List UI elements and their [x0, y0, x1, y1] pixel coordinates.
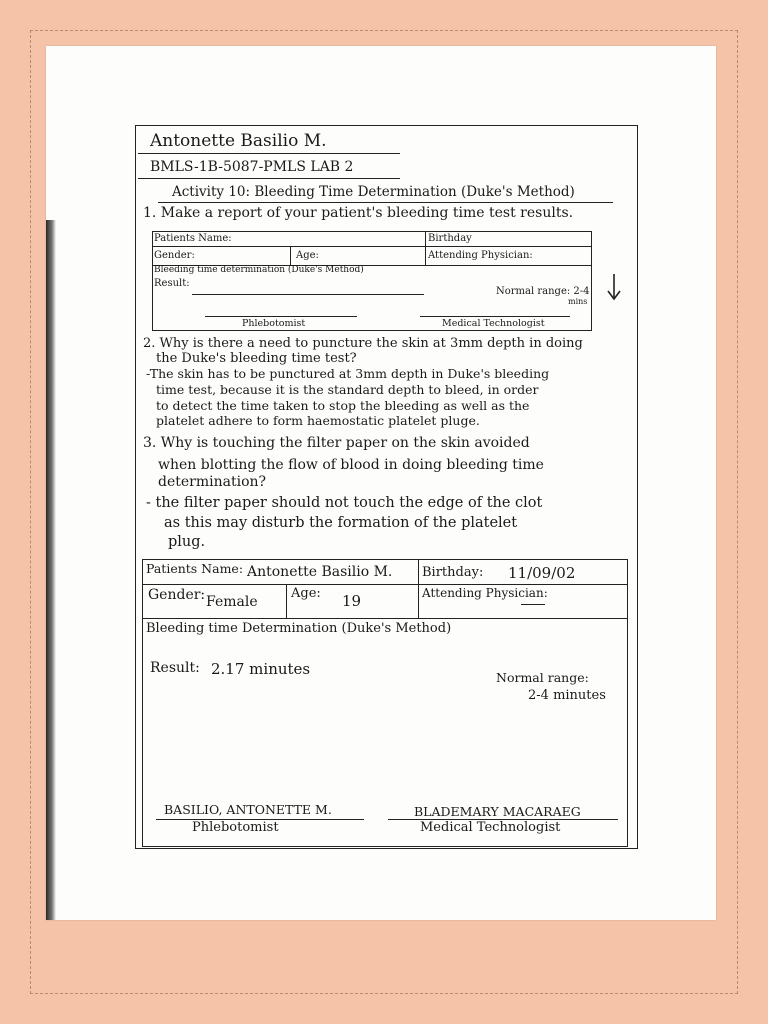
question-3-line-1: 3. Why is touching the filter paper on the skin avoided [143, 435, 530, 451]
medtech-label: Medical Technologist [420, 820, 561, 835]
template-patients-name: Patients Name: [154, 233, 232, 244]
template-age: Age: [296, 250, 319, 261]
student-name: Antonette Basilio M. [150, 131, 327, 151]
activity-underline [158, 202, 613, 203]
answer-3-line-3: plug. [168, 534, 206, 550]
report-patients-name-value: Antonette Basilio M. [247, 564, 393, 580]
report-gender-label: Gender: [148, 587, 206, 603]
template-normal-range: Normal range: 2-4 [496, 286, 590, 297]
answer-2-line-2: time test, because it is the standard depth to bleed, in order [156, 382, 539, 397]
report-birthday-label: Birthday: [422, 565, 484, 580]
question-3-line-3: determination? [158, 474, 267, 490]
question-2-line-2: the Duke's bleeding time test? [156, 351, 357, 366]
physician-blank-dash [521, 604, 545, 605]
report-physician-label: Attending Physician: [422, 586, 548, 600]
report-col-line [418, 559, 419, 618]
template-method: Bleeding time determination (Duke's Method) [154, 265, 364, 275]
template-col-line [425, 231, 426, 265]
arrow-down-icon [604, 272, 624, 302]
report-gender-value: Female [206, 594, 258, 610]
report-age-value: 19 [342, 592, 362, 610]
answer-3-line-1: - the filter paper should not touch the edge of the clot [146, 495, 543, 511]
report-row-line [142, 618, 628, 619]
template-result: Result: [154, 278, 190, 289]
report-method: Bleeding time Determination (Duke's Method) [146, 621, 452, 636]
answer-2-line-3: to detect the time taken to stop the bleeding as well as the [156, 398, 530, 413]
report-birthday-value: 11/09/02 [508, 564, 576, 582]
template-row-line [152, 246, 592, 247]
answer-2-line-1: -The skin has to be punctured at 3mm depth in Duke's bleeding [146, 366, 550, 381]
report-col-line [286, 584, 287, 618]
template-normal-unit: mins [568, 297, 588, 306]
question-2-line-1: 2. Why is there a need to puncture the skin at 3mm depth in doing [143, 336, 583, 351]
phlebotomist-label: Phlebotomist [192, 820, 279, 835]
template-physician: Attending Physician: [428, 250, 533, 261]
report-patients-name-label: Patients Name: [146, 561, 244, 576]
question-3-line-2: when blotting the flow of blood in doing bleeding time [158, 457, 544, 473]
template-medtech: Medical Technologist [442, 318, 545, 329]
name-underline [138, 153, 400, 154]
report-result-value: 2.17 minutes [211, 660, 311, 678]
template-phlebotomist: Phlebotomist [242, 318, 306, 329]
phlebotomist-name: BASILIO, ANTONETTE M. [164, 802, 332, 817]
medtech-name: BLADEMARY MACARAEG [414, 804, 581, 819]
report-row-line [142, 584, 628, 585]
result-blank-line [192, 294, 424, 295]
report-result-label: Result: [150, 660, 200, 676]
course-code: BMLS-1B-5087-PMLS LAB 2 [150, 159, 354, 175]
report-age-label: Age: [291, 586, 321, 601]
answer-3-line-2: as this may disturb the formation of the platelet [164, 515, 518, 531]
template-gender: Gender: [154, 250, 195, 261]
activity-title: Activity 10: Bleeding Time Determination (Duke's Method) [172, 184, 575, 200]
template-col-line [290, 246, 291, 265]
answer-2-line-4: platelet adhere to form haemostatic platelet pluge. [156, 413, 480, 428]
report-normal-range-label: Normal range: [496, 670, 589, 685]
template-birthday: Birthday [428, 233, 472, 244]
course-underline [138, 178, 400, 179]
question-1: 1. Make a report of your patient's bleeding time test results. [143, 205, 574, 221]
report-normal-range-value: 2-4 minutes [528, 688, 606, 703]
paper-shadow [46, 220, 56, 920]
